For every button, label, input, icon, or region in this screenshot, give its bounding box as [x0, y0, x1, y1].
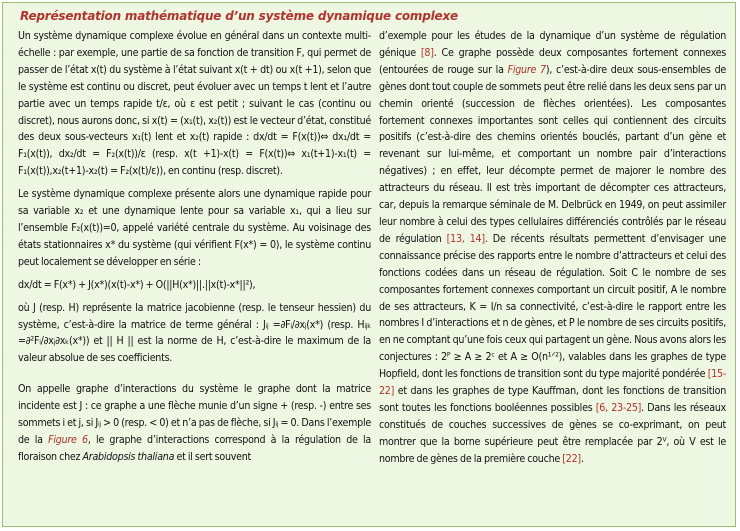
paragraph-5: d’exemple pour les études de la dynamique d’un système de régulation génique [8]. Ce graphe possède deux composantes fortement connexes (entourées de rouge sur la Figure 7), c’est-à-dire deux sous-ensembles de gènes dont tout couple de sommets peut être relié dans les deux sens par un chemin orienté (succession de flèches orientées). Les composantes fortement connexes importantes sont celles qui contiennent des circuits positifs (c’est-à-dire des chemins orientés bouclés, partant d’un gène et revenant sur lui-même, et comportant un nombre pair d’interactions négatives) ; en effet, leur décompte permet de majorer le nombre des attracteurs du réseau. Il est très important de décompter ces attracteurs, car, depuis la remarque séminale de M. Delbrück en 1949, on peut assimiler leur nombre à celui des types cellulaires différenciés contrôlés par le réseau de régulation [13, 14]. De récents résultats permettent d’envisager une connaissance précise des rapports entre le nombre d’attracteurs et celui des fonctions codées dans un réseau de régulation. Soit C le nombre de ses composantes fortement connexes comportant un circuit positif, A le nombre de ses attracteurs, K = I/n sa connectivité, c’est-à-dire le rapport entre les nombres I d’interactions et n de gènes, et P le nombre de ses circuits positifs, en ne comptant qu’une fois ceux qui partagent un gène. Nous avons alors les conjectures : 2ᴾ ≥ A ≥ 2ᶜ et A ≥ O(n¹ᐟ²), valables dans les graphes de type Hopfield, dont les fonctions de transition sont du type majorité pondérée [15-22] et dans les graphes de type Kauffman, dont les fonctions de transition sont toutes les fonctions booléennes possibles [6, 23-25]. Dans les réseaux constitués de couches successives de gènes se co-exprimant, on peut montrer que la borne supérieure peut être remplacée par 2ⱽ, où V est le nombre de gènes de la première couche [22]. [379, 30, 727, 465]
ref-6-23-25[interactable]: [6, 23-25] [595, 401, 642, 414]
ref-8[interactable]: [8] [420, 46, 434, 59]
paragraph-3: où J (resp. H) représente la matrice jacobienne (resp. le tenseur hessien) du système, c’est-à-dire la matrice de terme général : Jᵢⱼ =∂Fᵢ/∂xⱼ(x*) (resp. Hᵢⱼₖ =∂²Fᵢ/∂xⱼ∂xₖ(x*)) et || H || est la norme de H, c’est-à-dire le maximum de la valeur absolue de ses coefficients. [18, 301, 371, 365]
figure-6-link[interactable]: Figure 6 [48, 433, 88, 446]
box-title: Représentation mathématique d’un système dynamique complexe [20, 9, 458, 23]
paragraph-2: Le système dynamique complexe présente alors une dynamique rapide pour sa variable x₂ et une dynamique lente pour sa variable x₁, qui a lieu sur l’ensemble F₂(x(t))=0, appelé variété centrale du système. Au voisinage des états stationnaires x* du système (qui vérifient F(x*) = 0), le système continu peut localement se développer en série : [18, 188, 371, 268]
ref-22[interactable]: [22] [562, 452, 581, 465]
left-column [18, 28, 371, 472]
paragraph-4: On appelle graphe d’interactions du système le graphe dont la matrice incidente est J : ce graphe a une flèche munie d’un signe + (resp. -) entre ses sommets i et j, si Jᵢⱼ > 0 (resp. < 0) et n’a pas de flèche, si Jᵢⱼ = 0. Dans l’exemple de la Figure 6, le graphe d’interactions correspond à la régulation de la floraison chez Arabidopsis thaliana et il sert souvent [18, 383, 371, 463]
right-column [379, 28, 726, 474]
species-name: Arabidopsis thaliana [82, 450, 175, 463]
sidebar-box [2, 2, 736, 527]
ref-13-14[interactable]: [13, 14] [446, 232, 485, 245]
paragraph-1: Un système dynamique complexe évolue en général dans un contexte multi-échelle : par exemple, une partie de sa fonction de transition F, qui permet de passer de l’état x(t) du système à l’état suivant x(t + dt) ou x(t +1), selon que le système est continu ou discret, peut évoluer avec un temps t lent et l’autre partie avec un temps rapide t/ε, où ε est petit ; suivant le cas (continu ou discret), nous aurons donc, si x(t) = (x₁(t), x₂(t)) est le vecteur d’état, constitué des deux sous-vecteurs x₁(t) lent et x₂(t) rapide : dx/dt = F(x(t))⇔ dx₁/dt = F₁(x(t)), dx₂/dt = F₂(x(t))/ε (resp. x(t +1)-x(t) = F(x(t))⇔ x₁(t+1)-x₁(t) = F₁(x(t)),x₂(t+1)-x₂(t) = F₂(x(t)/ε)), en continu (resp. discret). [18, 30, 371, 178]
equation: dx/dt = F(x*) + J(x*)(x(t)-x*) + O(||H(x*)||.||x(t)-x*||²), [18, 278, 256, 291]
figure-7-link[interactable]: Figure 7 [507, 63, 546, 76]
ref-15-22[interactable]: [15-22] [379, 368, 727, 398]
